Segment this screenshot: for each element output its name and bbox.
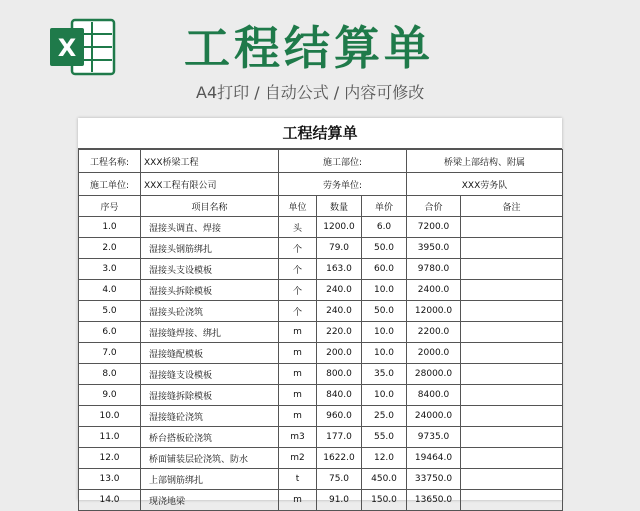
quantity-cell[interactable]: 1622.0	[317, 448, 362, 469]
table-row	[79, 427, 563, 448]
total-price-cell[interactable]: 2000.0	[407, 343, 461, 364]
remark-cell[interactable]	[461, 406, 563, 427]
column-header[interactable]: 序号	[79, 196, 141, 217]
unit-price-cell[interactable]: 450.0	[362, 469, 407, 490]
unit-cell[interactable]: 个	[279, 238, 317, 259]
unit-cell[interactable]: m	[279, 322, 317, 343]
project-name-label[interactable]: 工程名称:	[79, 150, 141, 173]
unit-cell[interactable]: m3	[279, 427, 317, 448]
remark-cell[interactable]	[461, 280, 563, 301]
total-price-cell[interactable]: 33750.0	[407, 469, 461, 490]
construction-unit-value[interactable]: XXX工程有限公司	[141, 173, 279, 196]
item-name-cell[interactable]: 湿接缝配模板	[141, 343, 279, 364]
unit-cell[interactable]: 个	[279, 259, 317, 280]
total-price-cell[interactable]: 2200.0	[407, 322, 461, 343]
row-number-cell[interactable]: 12.0	[79, 448, 141, 469]
remark-cell[interactable]	[461, 343, 563, 364]
unit-price-cell[interactable]: 6.0	[362, 217, 407, 238]
row-number-cell[interactable]: 7.0	[79, 343, 141, 364]
quantity-cell[interactable]: 79.0	[317, 238, 362, 259]
item-name-cell[interactable]: 湿接缝焊接、绑扎	[141, 322, 279, 343]
table-row	[79, 490, 563, 511]
row-number-cell[interactable]: 10.0	[79, 406, 141, 427]
item-name-cell[interactable]: 湿接头调直、焊接	[141, 217, 279, 238]
item-name-cell[interactable]: 湿接头支设模板	[141, 259, 279, 280]
column-header[interactable]: 项目名称	[141, 196, 279, 217]
excel-logo-icon	[48, 18, 116, 76]
unit-price-cell[interactable]: 150.0	[362, 490, 407, 511]
row-number-cell[interactable]: 8.0	[79, 364, 141, 385]
quantity-cell[interactable]: 163.0	[317, 259, 362, 280]
total-price-cell[interactable]: 9780.0	[407, 259, 461, 280]
remark-cell[interactable]	[461, 490, 563, 511]
unit-cell[interactable]: 个	[279, 280, 317, 301]
remark-cell[interactable]	[461, 469, 563, 490]
total-price-cell[interactable]: 13650.0	[407, 490, 461, 511]
total-price-cell[interactable]: 3950.0	[407, 238, 461, 259]
column-header[interactable]: 备注	[461, 196, 563, 217]
row-number-cell[interactable]: 5.0	[79, 301, 141, 322]
column-header[interactable]: 单位	[279, 196, 317, 217]
total-price-cell[interactable]: 8400.0	[407, 385, 461, 406]
unit-price-cell[interactable]: 25.0	[362, 406, 407, 427]
column-header[interactable]: 数量	[317, 196, 362, 217]
remark-cell[interactable]	[461, 448, 563, 469]
quantity-cell[interactable]: 240.0	[317, 301, 362, 322]
quantity-cell[interactable]: 220.0	[317, 322, 362, 343]
row-number-cell[interactable]: 3.0	[79, 259, 141, 280]
info-row-1	[79, 150, 563, 173]
row-number-cell[interactable]: 1.0	[79, 217, 141, 238]
unit-price-cell[interactable]: 60.0	[362, 259, 407, 280]
column-header[interactable]: 单价	[362, 196, 407, 217]
row-number-cell[interactable]: 14.0	[79, 490, 141, 511]
row-number-cell[interactable]: 9.0	[79, 385, 141, 406]
quantity-cell[interactable]: 91.0	[317, 490, 362, 511]
unit-price-cell[interactable]: 35.0	[362, 364, 407, 385]
row-number-cell[interactable]: 2.0	[79, 238, 141, 259]
remark-cell[interactable]	[461, 385, 563, 406]
row-number-cell[interactable]: 4.0	[79, 280, 141, 301]
column-header[interactable]: 合价	[407, 196, 461, 217]
table-row	[79, 364, 563, 385]
table-row	[79, 259, 563, 280]
quantity-cell[interactable]: 240.0	[317, 280, 362, 301]
table-row	[79, 217, 563, 238]
table-row	[79, 406, 563, 427]
sheet-title[interactable]: 工程结算单	[78, 118, 562, 149]
total-price-cell[interactable]: 28000.0	[407, 364, 461, 385]
unit-cell[interactable]: m	[279, 385, 317, 406]
unit-cell[interactable]: t	[279, 469, 317, 490]
total-price-cell[interactable]: 24000.0	[407, 406, 461, 427]
unit-cell[interactable]: m	[279, 343, 317, 364]
table-row	[79, 301, 563, 322]
logo-letter: X	[57, 34, 77, 62]
spreadsheet-sheet	[78, 118, 562, 507]
unit-cell[interactable]: 个	[279, 301, 317, 322]
unit-price-cell[interactable]: 50.0	[362, 238, 407, 259]
project-name-value[interactable]: XXX桥梁工程	[141, 150, 279, 173]
remark-cell[interactable]	[461, 301, 563, 322]
unit-price-cell[interactable]: 10.0	[362, 385, 407, 406]
quantity-cell[interactable]: 177.0	[317, 427, 362, 448]
total-price-cell[interactable]: 7200.0	[407, 217, 461, 238]
table-row	[79, 385, 563, 406]
unit-cell[interactable]: m	[279, 406, 317, 427]
unit-cell[interactable]: 头	[279, 217, 317, 238]
total-price-cell[interactable]: 2400.0	[407, 280, 461, 301]
total-price-cell[interactable]: 9735.0	[407, 427, 461, 448]
unit-price-cell[interactable]: 10.0	[362, 280, 407, 301]
item-name-cell[interactable]: 湿接头钢筋绑扎	[141, 238, 279, 259]
remark-cell[interactable]	[461, 238, 563, 259]
total-price-cell[interactable]: 12000.0	[407, 301, 461, 322]
unit-cell[interactable]: m	[279, 490, 317, 511]
remark-cell[interactable]	[461, 322, 563, 343]
row-number-cell[interactable]: 6.0	[79, 322, 141, 343]
quantity-cell[interactable]: 960.0	[317, 406, 362, 427]
table-row	[79, 322, 563, 343]
quantity-cell[interactable]: 840.0	[317, 385, 362, 406]
table-row	[79, 280, 563, 301]
remark-cell[interactable]	[461, 364, 563, 385]
settlement-table	[78, 149, 563, 511]
quantity-cell[interactable]: 75.0	[317, 469, 362, 490]
item-name-cell[interactable]: 湿接缝拆除模板	[141, 385, 279, 406]
quantity-cell[interactable]: 200.0	[317, 343, 362, 364]
quantity-cell[interactable]: 1200.0	[317, 217, 362, 238]
unit-cell[interactable]: m	[279, 364, 317, 385]
row-number-cell[interactable]: 11.0	[79, 427, 141, 448]
unit-price-cell[interactable]: 12.0	[362, 448, 407, 469]
item-name-cell[interactable]: 湿接头拆除模板	[141, 280, 279, 301]
unit-price-cell[interactable]: 50.0	[362, 301, 407, 322]
table-row	[79, 448, 563, 469]
item-name-cell[interactable]: 湿接缝砼浇筑	[141, 406, 279, 427]
table-row	[79, 238, 563, 259]
construction-part-label[interactable]: 施工部位:	[279, 150, 407, 173]
remark-cell[interactable]	[461, 259, 563, 280]
remark-cell[interactable]	[461, 217, 563, 238]
labor-unit-value[interactable]: XXX劳务队	[407, 173, 563, 196]
info-row-2	[79, 173, 563, 196]
item-name-cell[interactable]: 现浇地梁	[141, 490, 279, 511]
table-row	[79, 469, 563, 490]
banner-title: 工程结算单	[184, 21, 434, 75]
column-header-row	[79, 196, 563, 217]
quantity-cell[interactable]: 800.0	[317, 364, 362, 385]
remark-cell[interactable]	[461, 427, 563, 448]
item-name-cell[interactable]: 上部钢筋绑扎	[141, 469, 279, 490]
banner	[0, 0, 640, 112]
construction-unit-label[interactable]: 施工单位:	[79, 173, 141, 196]
item-name-cell[interactable]: 桥面铺装层砼浇筑、防水	[141, 448, 279, 469]
item-name-cell[interactable]: 湿接头砼浇筑	[141, 301, 279, 322]
unit-price-cell[interactable]: 10.0	[362, 322, 407, 343]
table-row	[79, 343, 563, 364]
unit-cell[interactable]: m2	[279, 448, 317, 469]
item-name-cell[interactable]: 桥台搭板砼浇筑	[141, 427, 279, 448]
item-name-cell[interactable]: 湿接缝支设模板	[141, 364, 279, 385]
total-price-cell[interactable]: 19464.0	[407, 448, 461, 469]
labor-unit-label[interactable]: 劳务单位:	[279, 173, 407, 196]
banner-subtitle: A4打印 / 自动公式 / 内容可修改	[196, 83, 425, 102]
unit-price-cell[interactable]: 10.0	[362, 343, 407, 364]
unit-price-cell[interactable]: 55.0	[362, 427, 407, 448]
row-number-cell[interactable]: 13.0	[79, 469, 141, 490]
construction-part-value[interactable]: 桥梁上部结构、附属	[407, 150, 563, 173]
